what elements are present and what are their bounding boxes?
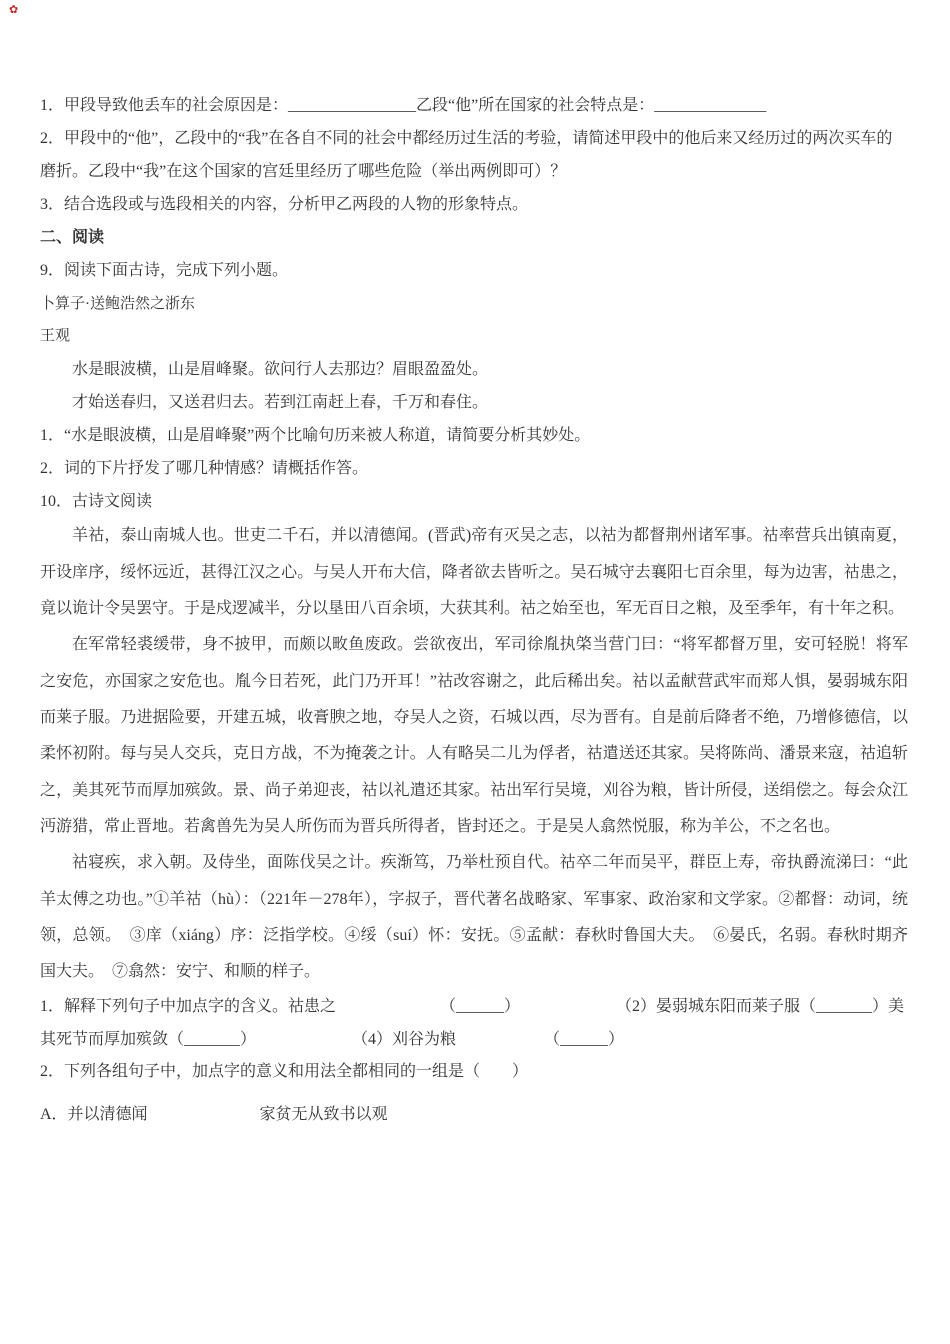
question-10-sub-2: 2．下列各组句子中，加点字的意义和用法全都相同的一组是（ ） <box>40 1063 529 1081</box>
question-3: 3．结合选段或与选段相关的内容，分析甲乙两段的人物的形象特点。 <box>40 195 529 213</box>
poem-line-2: 才始送春归，又送君归去。若到江南赶上春，千万和春住。 <box>72 393 489 411</box>
passage-paragraph-2: 在军常轻裘缓带，身不披甲，而颇以畋鱼废政。尝欲夜出，军司徐胤执棨当营门曰：“将军都督万里，安可轻脱！将军之安危，亦国家之安危也。胤今日若死，此门乃开耳！”祜改容谢之，此后稀出矣。祜以孟献营武牢而郑人惧，晏弱城东阳而莱子服。乃进据险要，开建五城，收膏腴之地，夺吴人之资，石城以西，尽为晋有。自是前后降者不绝，乃增修德信，以柔怀初附。每与吴人交兵，克日方战，不为掩袭之计。人有略吴二儿为俘者，祜遣送还其家。吴将陈尚、潘景来寇，祜追斩之，美其死节而厚加殡敛。景、尚子弟迎丧，祜以礼遣还其家。祜出军行吴境，刈谷为粮，皆计所侵，送绢偿之。每会众江沔游猎，常止晋地。若禽兽先为吴人所伤而为晋兵所得者，皆封还之。于是吴人翕然悦服，称为羊公，不之名也。 <box>40 636 908 835</box>
poem-title: 卜算子·送鲍浩然之浙东 <box>40 295 195 312</box>
option-a: A．并以清德闻 家贫无从致书以观 <box>40 1106 388 1124</box>
question-9-stem: 9．阅读下面古诗，完成下列小题。 <box>40 261 289 279</box>
question-9-sub-2: 2．词的下片抒发了哪几种情感？请概括作答。 <box>40 459 369 477</box>
passage-paragraph-1: 羊祜，泰山南城人也。世吏二千石，并以清德闻。(晋武)帝有灭吴之志，以祜为都督荆州诸军事。祜率营兵出镇南夏，开设庠序，绥怀远近，甚得江汉之心。与吴人开布大信，降者欲去皆听之。吴石城守去襄阳七百余里，每为边害，祜患之，竟以诡计令吴罢守。于是戍逻减半，分以垦田八百余顷，大获其利。祜之始至也，军无百日之粮，及至季年，有十年之积。 <box>40 527 908 618</box>
poem-line-1: 水是眼波横，山是眉峰聚。欲问行人去那边？眉眼盈盈处。 <box>72 360 489 378</box>
question-9-sub-1: 1．“水是眼波横，山是眉峰聚”两个比喻句历来被人称道，请简要分析其妙处。 <box>40 426 591 444</box>
section-heading-reading: 二、阅读 <box>40 228 105 246</box>
poem-author: 王观 <box>40 327 71 344</box>
question-2: 2．甲段中的“他”，乙段中的“我”在各自不同的社会中都经历过生活的考验，请简述甲段中的他后来又经历过的两次买车的磨折。乙段中“我”在这个国家的宫廷里经历了哪些危险（举出两例即可）？ <box>40 129 893 180</box>
corner-mark-icon: ✿ <box>9 4 19 16</box>
question-1: 1．甲段导致他丢车的社会原因是：________________乙段“他”所在国家的社会特点是：______________ <box>40 97 767 114</box>
passage-paragraph-3: 祜寝疾，求入朝。及侍坐，面陈伐吴之计。疾渐笃，乃举杜预自代。祜卒二年而吴平，群臣上寿，帝执爵流涕曰：“此羊太傅之功也。”①羊祜（hù）：（221年－278年），字叔子，晋代著名战略家、军事家、政治家和文学家。②都督：动词，统领，总领。 ③庠（xiáng）序：泛指学校。④绥（suí）怀：安抚。⑤孟献：春秋时鲁国大夫。 ⑥晏氏，名弱。春秋时期齐国大夫。 ⑦翕然：安宁、和顺的样子。 <box>40 854 908 981</box>
question-10-stem: 10．古诗文阅读 <box>40 492 153 510</box>
question-10-sub-1: 1．解释下列句子中加点字的含义。祜患之 （______） （2）晏弱城东阳而莱子服（_______）美其死节而厚加殡敛（_______） （4）刈谷为粮 （______） <box>40 997 905 1048</box>
